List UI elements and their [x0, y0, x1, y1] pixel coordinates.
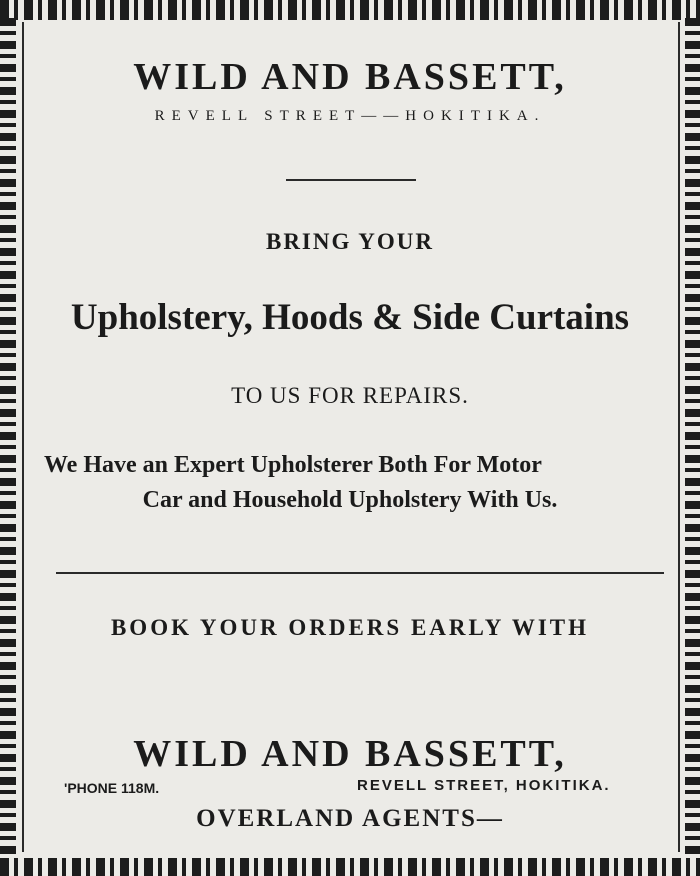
decorative-border-bottom [0, 858, 700, 876]
bring-your-heading: BRING YOUR [265, 229, 435, 254]
divider-short [286, 179, 416, 181]
firm-address: REVELL STREET——HOKITIKA. [154, 108, 546, 124]
expert-line-2: Car and Household Upholstery With Us. [142, 487, 558, 513]
repairs-line: TO US FOR REPAIRS. [231, 383, 469, 408]
overland-agents: OVERLAND AGENTS— [196, 805, 504, 832]
expert-line-1: We Have an Expert Upholsterer Both For Motor [44, 452, 542, 478]
inner-frame-left [22, 22, 24, 852]
phone-number: 'PHONE 118M. [64, 780, 160, 796]
book-orders-line: BOOK YOUR ORDERS EARLY WITH [110, 615, 590, 640]
services-headline: Upholstery, Hoods & Side Curtains [70, 297, 630, 338]
firm-title-footer: WILD AND BASSETT, [133, 733, 567, 775]
firm-title: WILD AND BASSETT, [133, 56, 567, 98]
inner-frame-right [678, 22, 680, 852]
footer-address: REVELL STREET, HOKITIKA. [357, 777, 611, 794]
decorative-border-top [0, 0, 700, 20]
divider-long [56, 572, 664, 574]
